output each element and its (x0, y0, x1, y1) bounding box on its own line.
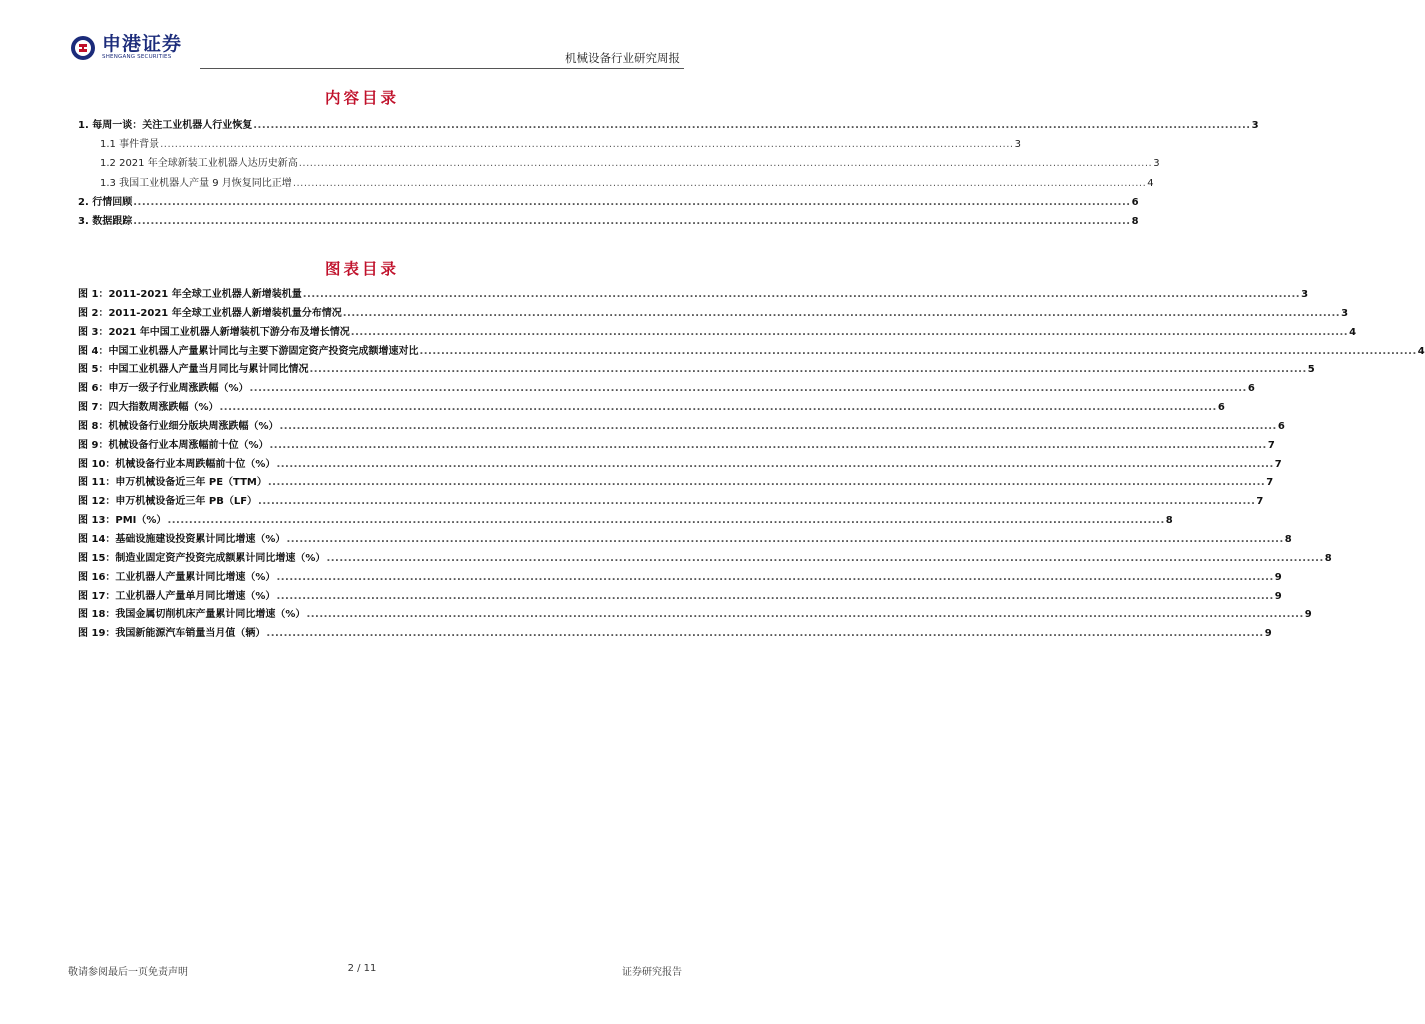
figure-item[interactable]: 图 11： 申万机械设备近三年 PE（TTM） ........................................................................................................................................................................................................................................ 7 (78, 477, 1274, 489)
figure-item[interactable]: 图 14： 基础设施建设投资累计同比增速（%） ........................................................................................................................................................................................................................................ 8 (78, 533, 1292, 545)
figure-item[interactable]: 图 17： 工业机器人产量单月同比增速（%） ........................................................................................................................................................................................................................................ 9 (78, 590, 1282, 602)
figure-item[interactable]: 图 15： 制造业固定资产投资完成额累计同比增速（%） ........................................................................................................................................................................................................................................ 8 (78, 552, 1332, 564)
page-header (0, 0, 724, 72)
logo-name-en: SHENGANG SECURITIES (102, 54, 172, 60)
figure-item[interactable]: 图 16： 工业机器人产量累计同比增速（%） ........................................................................................................................................................................................................................................ 9 (78, 571, 1282, 583)
company-logo (70, 34, 182, 61)
figure-list (78, 285, 1425, 643)
report-type: 机械设备行业研究周报 (565, 51, 680, 65)
company-logo-icon (70, 35, 96, 61)
toc-title: 内容目录 (324, 89, 399, 107)
figure-item[interactable]: 图 10： 机械设备行业本周跌幅前十位（%） ........................................................................................................................................................................................................................................ 7 (78, 458, 1282, 470)
figure-item[interactable]: 图 19： 我国新能源汽车销量当月值（辆） ........................................................................................................................................................................................................................................ 9 (78, 628, 1272, 640)
figure-item[interactable]: 图 18： 我国金属切削机床产量累计同比增速（%） ........................................................................................................................................................................................................................................ 9 (78, 609, 1312, 621)
footer-doc-type: 证券研究报告 (622, 967, 682, 978)
toc-item[interactable]: 1. 每周一谈：关注工业机器人行业恢复 ........................................................................................................................................................................................................................................ 3 (78, 120, 1259, 131)
toc-item[interactable]: 3. 数据跟踪 ........................................................................................................................................................................................................................................ 8 (78, 215, 1139, 227)
figure-item[interactable]: 图 2： 2011-2021 年全球工业机器人新增装机量分布情况 ........................................................................................................................................................................................................................................ 3 (78, 307, 1349, 319)
figures-title: 图表目录 (324, 260, 399, 278)
figure-item[interactable]: 图 3： 2021 年中国工业机器人新增装机下游分布及增长情况 ........................................................................................................................................................................................................................................ 4 (78, 326, 1357, 338)
page-footer (0, 963, 724, 983)
toc-list (78, 116, 1259, 231)
header-divider (200, 68, 684, 69)
figure-item[interactable]: 图 8： 机械设备行业细分版块周涨跌幅（%） ........................................................................................................................................................................................................................................ 6 (78, 420, 1285, 432)
page-number: 2 / 11 (347, 963, 377, 974)
figure-item[interactable]: 图 12： 申万机械设备近三年 PB（LF） ........................................................................................................................................................................................................................................ 7 (78, 496, 1264, 508)
footer-disclaimer: 敬请参阅最后一页免责声明 (68, 967, 188, 978)
figure-item[interactable]: 图 5： 中国工业机器人产量当月同比与累计同比情况 ........................................................................................................................................................................................................................................ 5 (78, 364, 1315, 376)
figure-item[interactable]: 图 7： 四大指数周涨跌幅（%） ........................................................................................................................................................................................................................................ 6 (78, 402, 1225, 414)
figure-item[interactable]: 图 1： 2011-2021 年全球工业机器人新增装机量 ........................................................................................................................................................................................................................................ 3 (78, 289, 1309, 300)
toc-item[interactable]: 1.1 事件背景 ........................................................................................................................................................................................................................................ 3 (100, 139, 1021, 151)
figure-item[interactable]: 图 9： 机械设备行业本周涨幅前十位（%） ........................................................................................................................................................................................................................................ 7 (78, 439, 1275, 451)
toc-item[interactable]: 1.2 2021 年全球新装工业机器人达历史新高 ........................................................................................................................................................................................................................................ 3 (100, 158, 1160, 170)
toc-item[interactable]: 2. 行情回顾 ........................................................................................................................................................................................................................................ 6 (78, 196, 1139, 208)
figure-item[interactable]: 图 13： PMI（%） ........................................................................................................................................................................................................................................ 8 (78, 515, 1173, 527)
logo-name-cn: 申港证券 (102, 33, 183, 55)
figure-item[interactable]: 图 4： 中国工业机器人产量累计同比与主要下游固定资产投资完成额增速对比 ........................................................................................................................................................................................................................................ 4 (78, 345, 1425, 357)
toc-item[interactable]: 1.3 我国工业机器人产量 9 月恢复同比正增 ........................................................................................................................................................................................................................................ 4 (100, 177, 1154, 189)
figure-item[interactable]: 图 6： 申万一级子行业周涨跌幅（%） ........................................................................................................................................................................................................................................ 6 (78, 383, 1255, 395)
